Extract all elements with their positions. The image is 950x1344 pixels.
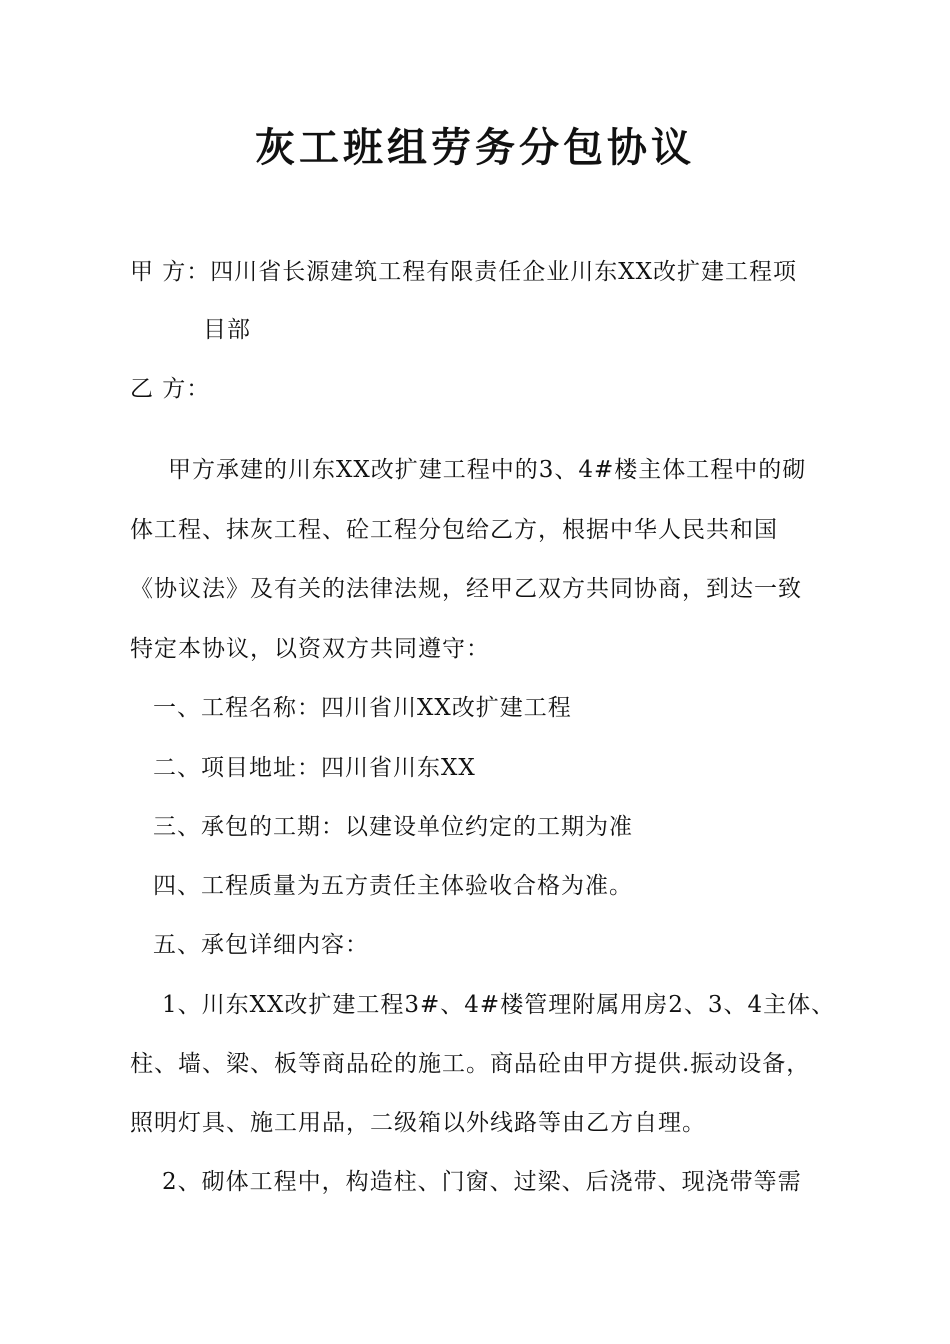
clause-3-duration: 三、承包的工期：以建设单位约定的工期为准: [153, 814, 633, 840]
intro-paragraph-line-4: 特定本协议，以资双方共同遵守：: [130, 636, 490, 662]
party-a-line: 甲 方：四川省长源建筑工程有限责任企业川东XX改扩建工程项: [130, 259, 798, 285]
item-2-line-1: 2、砌体工程中，构造柱、门窗、过梁、后浇带、现浇带等需: [162, 1169, 802, 1195]
clause-5-heading: 五、承包详细内容：: [153, 932, 369, 958]
document-title: 灰工班组劳务分包协议: [255, 124, 695, 171]
item-1-line-1: 1、川东XX改扩建工程3#、4#楼管理附属用房2、3、4主体、: [162, 992, 836, 1018]
party-b-line: 乙 方：: [130, 376, 211, 402]
intro-paragraph-line-3: 《协议法》及有关的法律法规，经甲乙双方共同协商，到达一致: [130, 576, 802, 602]
intro-paragraph-line-1: 甲方承建的川东XX改扩建工程中的3、4#楼主体工程中的砌: [168, 457, 807, 483]
party-a-continuation: 目部: [203, 317, 251, 343]
clause-4-quality: 四、工程质量为五方责任主体验收合格为准。: [153, 873, 633, 899]
item-1-line-2: 柱、墙、梁、板等商品砼的施工。商品砼由甲方提供.振动设备，: [130, 1051, 811, 1077]
item-1-line-3: 照明灯具、施工用品，二级箱以外线路等由乙方自理。: [130, 1110, 706, 1136]
clause-2-project-address: 二、项目地址：四川省川东XX: [153, 755, 476, 781]
intro-paragraph-line-2: 体工程、抹灰工程、砼工程分包给乙方，根据中华人民共和国: [130, 517, 778, 543]
clause-1-project-name: 一、工程名称：四川省川XX改扩建工程: [153, 695, 572, 721]
